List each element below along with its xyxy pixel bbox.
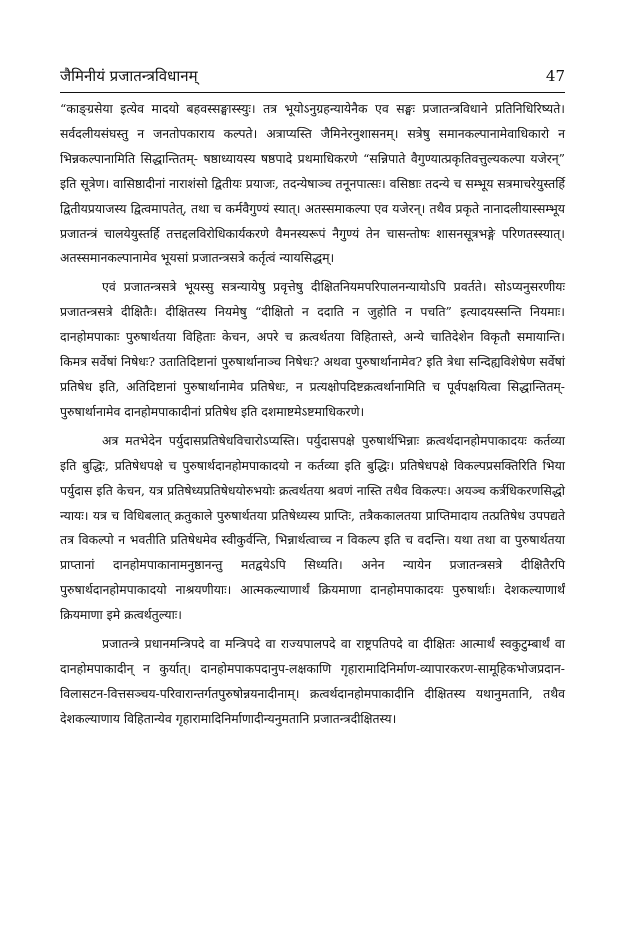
- running-header: [60, 66, 565, 86]
- page-number: 47: [545, 67, 565, 85]
- header-rule: [60, 92, 565, 93]
- paragraph-4: प्रजातन्त्रे प्रधानमन्त्रिपदे वा मन्त्रिपदे वा राज्यपालपदे वा राष्ट्रपतिपदे वा दीक्षितः आत्मार्थं स्वकुटुम्बार्थं वा दानहोमपाकादीन् न कुर्यात्। दानहोमपाकपदानुप-लक्षकाणि गृहारामादिनिर्माण-व्यापारकरण-सामूहिकभोजप्रदान-विलासटन-वित्तसञ्चय-परिवारान्तर्गतपुरुषोन्नयनादीनाम्। क्रत्वर्थदानहोमपाकादीनि दीक्षितस्य यथानुमतानि, तथैव देशकल्याणाय विहितान्येव गृहारामादिनिर्माणादीन्यनुमतानि प्रजातन्त्रदीक्षितस्य।: [60, 636, 565, 726]
- paragraph-3: अत्र मतभेदेन पर्युदासप्रतिषेधविचारोऽप्यस्ति। पर्युदासपक्षे पुरुषार्थभिन्नाः क्रत्वर्थदानहोमपाकादयः कर्तव्या इति बुद्धिः, प्रतिषेधपक्षे च पुरुषार्थदानहोमपाकादयो न कर्तव्या इति बुद्धिः। प्रतिषेधपक्षे विकल्पप्रसक्तिरिति भिया पर्युदास इति केचन, यत्र प्रतिषेध्यप्रतिषेधयोरुभयोः क्रत्वर्थतया श्रवणं नास्ति तथैव विकल्पः। अयञ्च कर्त्रधिकरणसिद्धो न्यायः। यत्र च विधिबलात् क्रतुकाले पुरुषार्थतया प्रतिषेध्यस्य प्राप्तिः, तत्रैककालतया प्राप्तिमादाय तत्प्रतिषेध उपपद्यते तत्र विकल्पो न भवतीति प्रतिषेधमेव स्वीकुर्वन्ति, भिन्नार्थत्वाच्च न विकल्प इति च वदन्ति। यथा तथा वा पुरुषार्थतया प्राप्तानां दानहोमपाकानामनुष्ठानन्तु मतद्वयेऽपि सिध्यति। अनेन न्यायेन प्रजातन्त्रसत्रे दीक्षितैरपि पुरुषार्थदानहोमपाकादयो नाश्रयणीयाः। आत्मकल्याणार्थं क्रियमाणा दानहोमपाकादयः पुरुषार्थाः। देशकल्याणार्थं क्रियमाणा इमे क्रत्वर्थतुल्याः।: [60, 432, 565, 623]
- paragraph-1: “काङ्ग्रसेया इत्येव मादयो बहवस्सङ्घास्स्युः। तत्र भूयोऽनुग्रहन्यायेनैक एव सङ्घः प्रजातन्त्रविधाने प्रतिनिधिरिष्यते। सर्वदलीयसंघस्तु न जनतोपकाराय कल्पते। अत्राप्यस्ति जैमिनेरनुशासनम्। सत्रेषु समानकल्पानामेवाधिकारो न भिन्नकल्पानामिति सिद्धान्तितम्- षष्ठाध्यायस्य षष्ठपादे प्रथमाधिकरणे “सन्निपाते वैगुण्यात्प्रकृतिवत्तुल्यकल्पा यजेरन्” इति सूत्रेण। वासिष्ठादीनां नाराशंसो द्वितीयः प्रयाजः, तदन्येषाञ्च तनूनपात्सः। वसिष्ठाः तदन्ये च सम्भूय सत्रमाचरेयुस्तर्हि द्वितीयप्रयाजस्य द्वित्वमापतेत्, तथा च कर्मवैगुण्यं स्यात्। अतस्समाकल्पा एव यजेरन्। तथैव प्रकृते नानादलीयास्सम्भूय प्रजातन्त्रं चालयेयुस्तर्हि तत्तद्दलविरोधिकार्यकरणे वैमनस्यरूपं नैगुण्यं तेन चासन्तोषः शासनसूत्रभङ्गे परिणतस्स्यात्। अतस्समानकल्पानामेव भूयसां प्रजातन्त्रसत्रे कर्तृत्वं न्यायसिद्धम्।: [60, 101, 565, 266]
- page-body: [60, 97, 565, 732]
- running-title: जैमिनीयं प्रजातन्त्रविधानम्: [60, 67, 198, 85]
- paragraph-2: एवं प्रजातन्त्रसत्रे भूयस्सु सत्रन्यायेषु प्रवृत्तेषु दीक्षितनियमपरिपालनन्यायोऽपि प्रवर्तते। सोऽप्यनुसरणीयः प्रजातन्त्रसत्रे दीक्षितैः। दीक्षितस्य नियमेषु “दीक्षितो न ददाति न जुहोति न पचति” इत्यादयस्सन्ति नियमाः। दानहोमपाकाः पुरुषार्थतया विहिताः केचन, अपरे च क्रत्वर्थतया विहितास्ते, अन्ये चातिदेशेन विकृतौ समायान्ति। किमत्र सर्वेषां निषेधः? उतातिदिष्टानां पुरुषार्थानाञ्च निषेधः? अथवा पुरुषार्थानामेव? इति त्रेधा सन्दिह्यविशेषेण सर्वेषां प्रतिषेध इति, अतिदिष्टानां पुरुषार्थानामेव प्रतिषेधः, न प्रत्यक्षोपदिष्टक्रत्वर्थानामिति च पूर्वपक्षयित्वा सिद्धान्तितम्- पुरुषार्थानामेव दानहोमपाकादीनां प्रतिषेध इति दशमाष्टमेऽष्टमाधिकरणे।: [60, 279, 565, 419]
